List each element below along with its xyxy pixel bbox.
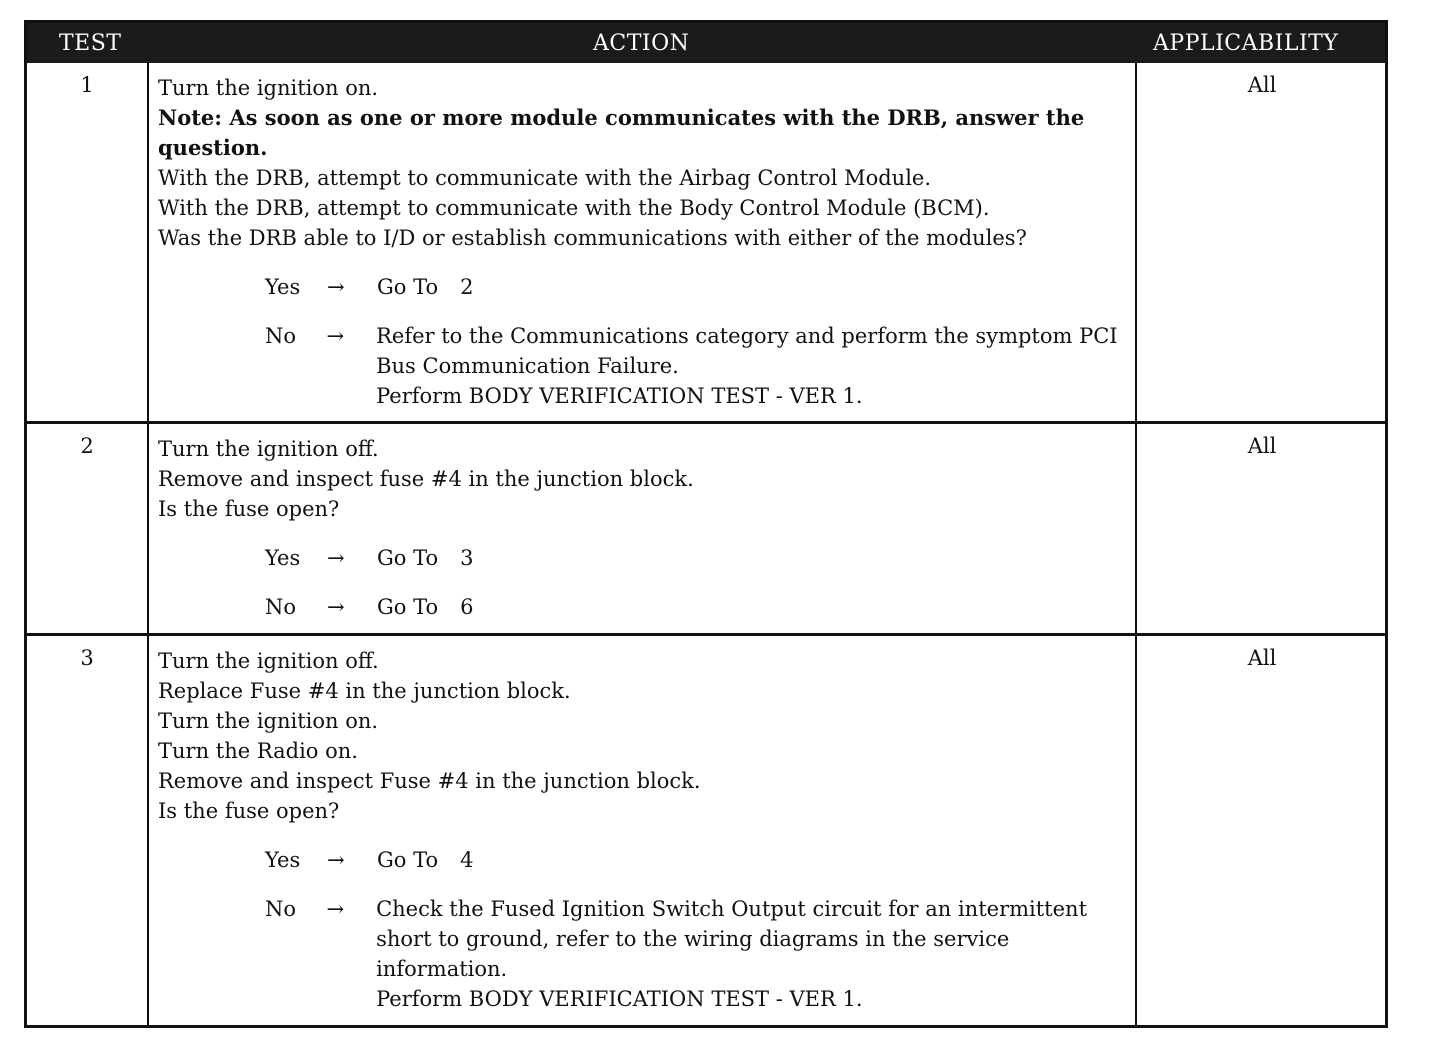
action-line: Remove and inspect Fuse #4 in the junction block. <box>158 769 701 793</box>
table-header <box>27 23 1385 63</box>
action-line: Turn the ignition on. <box>158 709 379 733</box>
goto-text: Go To 6 <box>377 595 474 619</box>
goto-text: Go To 3 <box>377 546 474 570</box>
answer-label: Yes <box>265 275 301 299</box>
applicability-value: All <box>1247 73 1277 97</box>
action-line: Turn the ignition off. <box>158 437 379 461</box>
header-action: ACTION <box>593 31 690 56</box>
action-line: Turn the ignition off. <box>158 649 379 673</box>
answer-label: No <box>265 897 297 921</box>
arrow-icon: → <box>327 275 345 299</box>
goto-text: Go To 4 <box>377 848 474 872</box>
answer-text: Check the Fused Ignition Switch Output circuit for an intermittent short to ground, refer to the wiring diagrams in the service information. Perform BODY VERIFICATION TEST - VER 1. <box>376 897 1088 1011</box>
answer-options <box>158 845 1130 1014</box>
answer-yes <box>158 845 1130 875</box>
answer-text: Refer to the Communications category and perform the symptom PCI Bus Communication Failure. Perform BODY VERIFICATION TEST - VER 1. <box>376 324 1118 408</box>
answer-yes <box>158 543 1130 573</box>
action-line: Was the DRB able to I/D or establish communications with either of the modules? <box>158 226 1027 250</box>
action-cell <box>158 646 1130 1014</box>
action-line: Is the fuse open? <box>158 497 340 521</box>
answer-no <box>158 592 1130 622</box>
diagnostic-table <box>24 20 1388 1028</box>
table-row <box>27 636 1385 1025</box>
action-line: With the DRB, attempt to communicate with the Body Control Module (BCM). <box>158 196 990 220</box>
action-line: Is the fuse open? <box>158 799 340 823</box>
action-cell <box>158 73 1130 411</box>
header-applicability: APPLICABILITY <box>1153 31 1339 56</box>
test-number: 3 <box>80 646 94 670</box>
applicability-value: All <box>1247 434 1277 458</box>
arrow-icon: → <box>327 546 345 570</box>
action-line: Turn the ignition on. <box>158 76 379 100</box>
answer-label: No <box>265 324 297 348</box>
applicability-value: All <box>1247 646 1277 670</box>
answer-label: No <box>265 595 297 619</box>
answer-options <box>158 272 1130 411</box>
arrow-icon: → <box>327 848 345 872</box>
action-line: With the DRB, attempt to communicate with the Airbag Control Module. <box>158 166 932 190</box>
action-line: Replace Fuse #4 in the junction block. <box>158 679 571 703</box>
action-note: Note: As soon as one or more module communicates with the DRB, answer the question. <box>158 105 1085 160</box>
arrow-icon: → <box>327 595 345 619</box>
action-cell <box>158 434 1130 622</box>
answer-label: Yes <box>265 546 301 570</box>
header-test: TEST <box>59 31 122 56</box>
goto-text: Go To 2 <box>377 275 474 299</box>
test-number: 1 <box>80 73 94 97</box>
action-line: Remove and inspect fuse #4 in the junction block. <box>158 467 694 491</box>
arrow-icon: → <box>326 324 345 348</box>
answer-yes <box>158 272 1130 302</box>
answer-options <box>158 543 1130 622</box>
answer-no <box>158 321 1130 411</box>
table-row <box>27 63 1385 421</box>
table-row <box>27 424 1385 633</box>
answer-no <box>158 894 1130 1014</box>
arrow-icon: → <box>326 897 345 921</box>
action-line: Turn the Radio on. <box>158 739 358 763</box>
answer-label: Yes <box>265 848 301 872</box>
test-number: 2 <box>80 434 94 458</box>
